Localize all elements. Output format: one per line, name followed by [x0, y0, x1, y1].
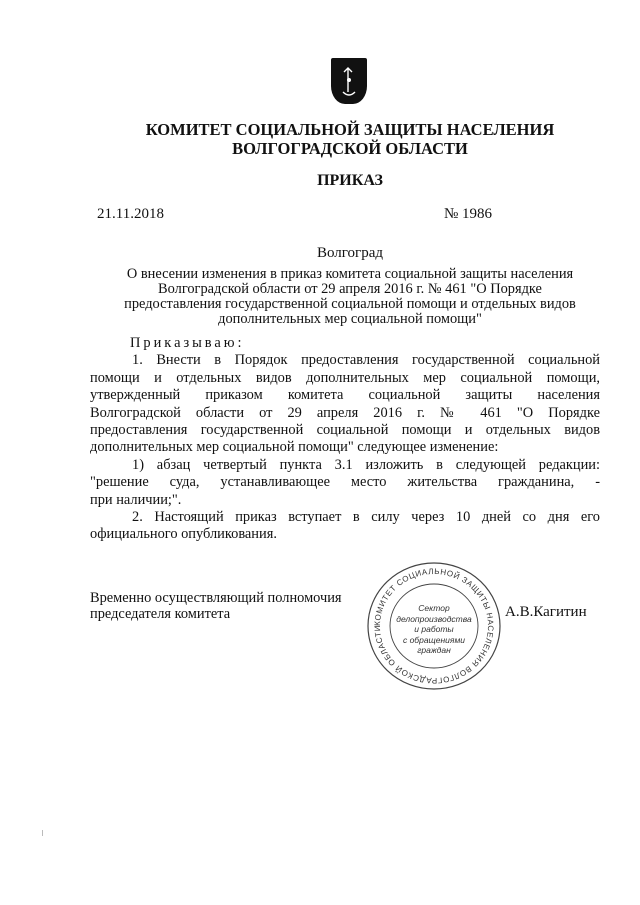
- subject-line: О внесении изменения в приказ комитета социальной защиты населения: [126, 266, 574, 282]
- stamp-center-line: с обращениями: [402, 634, 466, 645]
- item1-line: Волгоградской области от 29 апреля 2016 г. № 461 "О Порядке: [90, 404, 600, 421]
- document-date: 21.11.2018: [97, 206, 164, 222]
- document-subject: [90, 267, 610, 327]
- item1-line: 1. Внести в Порядок предоставления государственной социальной: [132, 352, 600, 369]
- item1-1-line: 1) абзац четвертый пункта 3.1 изложить в следующей редакции:: [132, 456, 600, 473]
- stamp-ring-text: КОМИТЕТ СОЦИАЛЬНОЙ ЗАЩИТЫ НАСЕЛЕНИЯ ВОЛГОГРАДСКОЙ ОБЛАСТИ: [372, 566, 496, 686]
- org-line-2: ВОЛГОГРАДСКОЙ ОБЛАСТИ: [232, 139, 468, 158]
- scan-speck: [42, 830, 43, 836]
- subject-line: дополнительных мер социальной помощи": [218, 311, 482, 327]
- coat-of-arms-emblem: [331, 58, 367, 104]
- signer-position: [90, 590, 342, 622]
- subject-line: Волгоградской области от 29 апреля 2016 г. № 461 "О Порядке: [158, 281, 542, 297]
- stamp-center-text: [392, 603, 476, 656]
- signer-name: А.В.Кагитин: [505, 604, 587, 620]
- order-word: Приказываю:: [130, 335, 245, 351]
- stamp-center-line: граждан: [417, 645, 451, 655]
- document-body: [90, 335, 600, 544]
- stamp-center-line: и работы: [414, 624, 454, 634]
- subject-line: предоставления государственной социальной помощи и отдельных видов: [124, 296, 576, 312]
- document-type: ПРИКАЗ: [317, 172, 383, 189]
- item1-line: утвержденный приказом комитета социальной защиты населения: [90, 387, 600, 404]
- item1-1-line: при наличии;".: [90, 491, 182, 508]
- item2-line: официального опубликования.: [90, 526, 277, 543]
- item1-line: помощи и отдельных видов дополнительных мер социальной помощи,: [90, 369, 600, 386]
- item1-line: дополнительных мер социальной помощи" следующее изменение:: [90, 439, 499, 456]
- signer-position-line-1: Временно осуществляющий полномочия: [90, 590, 342, 606]
- official-stamp: [366, 560, 502, 692]
- organization-name: [100, 120, 600, 158]
- item1-1-line: "решение суда, устанавливающее место жительства гражданина, -: [90, 474, 600, 491]
- item2-line: 2. Настоящий приказ вступает в силу через 10 дней со дня его: [132, 509, 600, 526]
- org-line-1: КОМИТЕТ СОЦИАЛЬНОЙ ЗАЩИТЫ НАСЕЛЕНИЯ: [145, 120, 555, 139]
- signer-position-line-2: председателя комитета: [90, 606, 231, 622]
- stamp-center-line: Сектор: [418, 603, 450, 613]
- item1-line: предоставления государственной социальной помощи и отдельных видов: [90, 422, 600, 439]
- document-city: Волгоград: [316, 245, 383, 261]
- stamp-center-line: делопроизводства: [396, 613, 472, 624]
- document-number: № 1986: [444, 206, 493, 222]
